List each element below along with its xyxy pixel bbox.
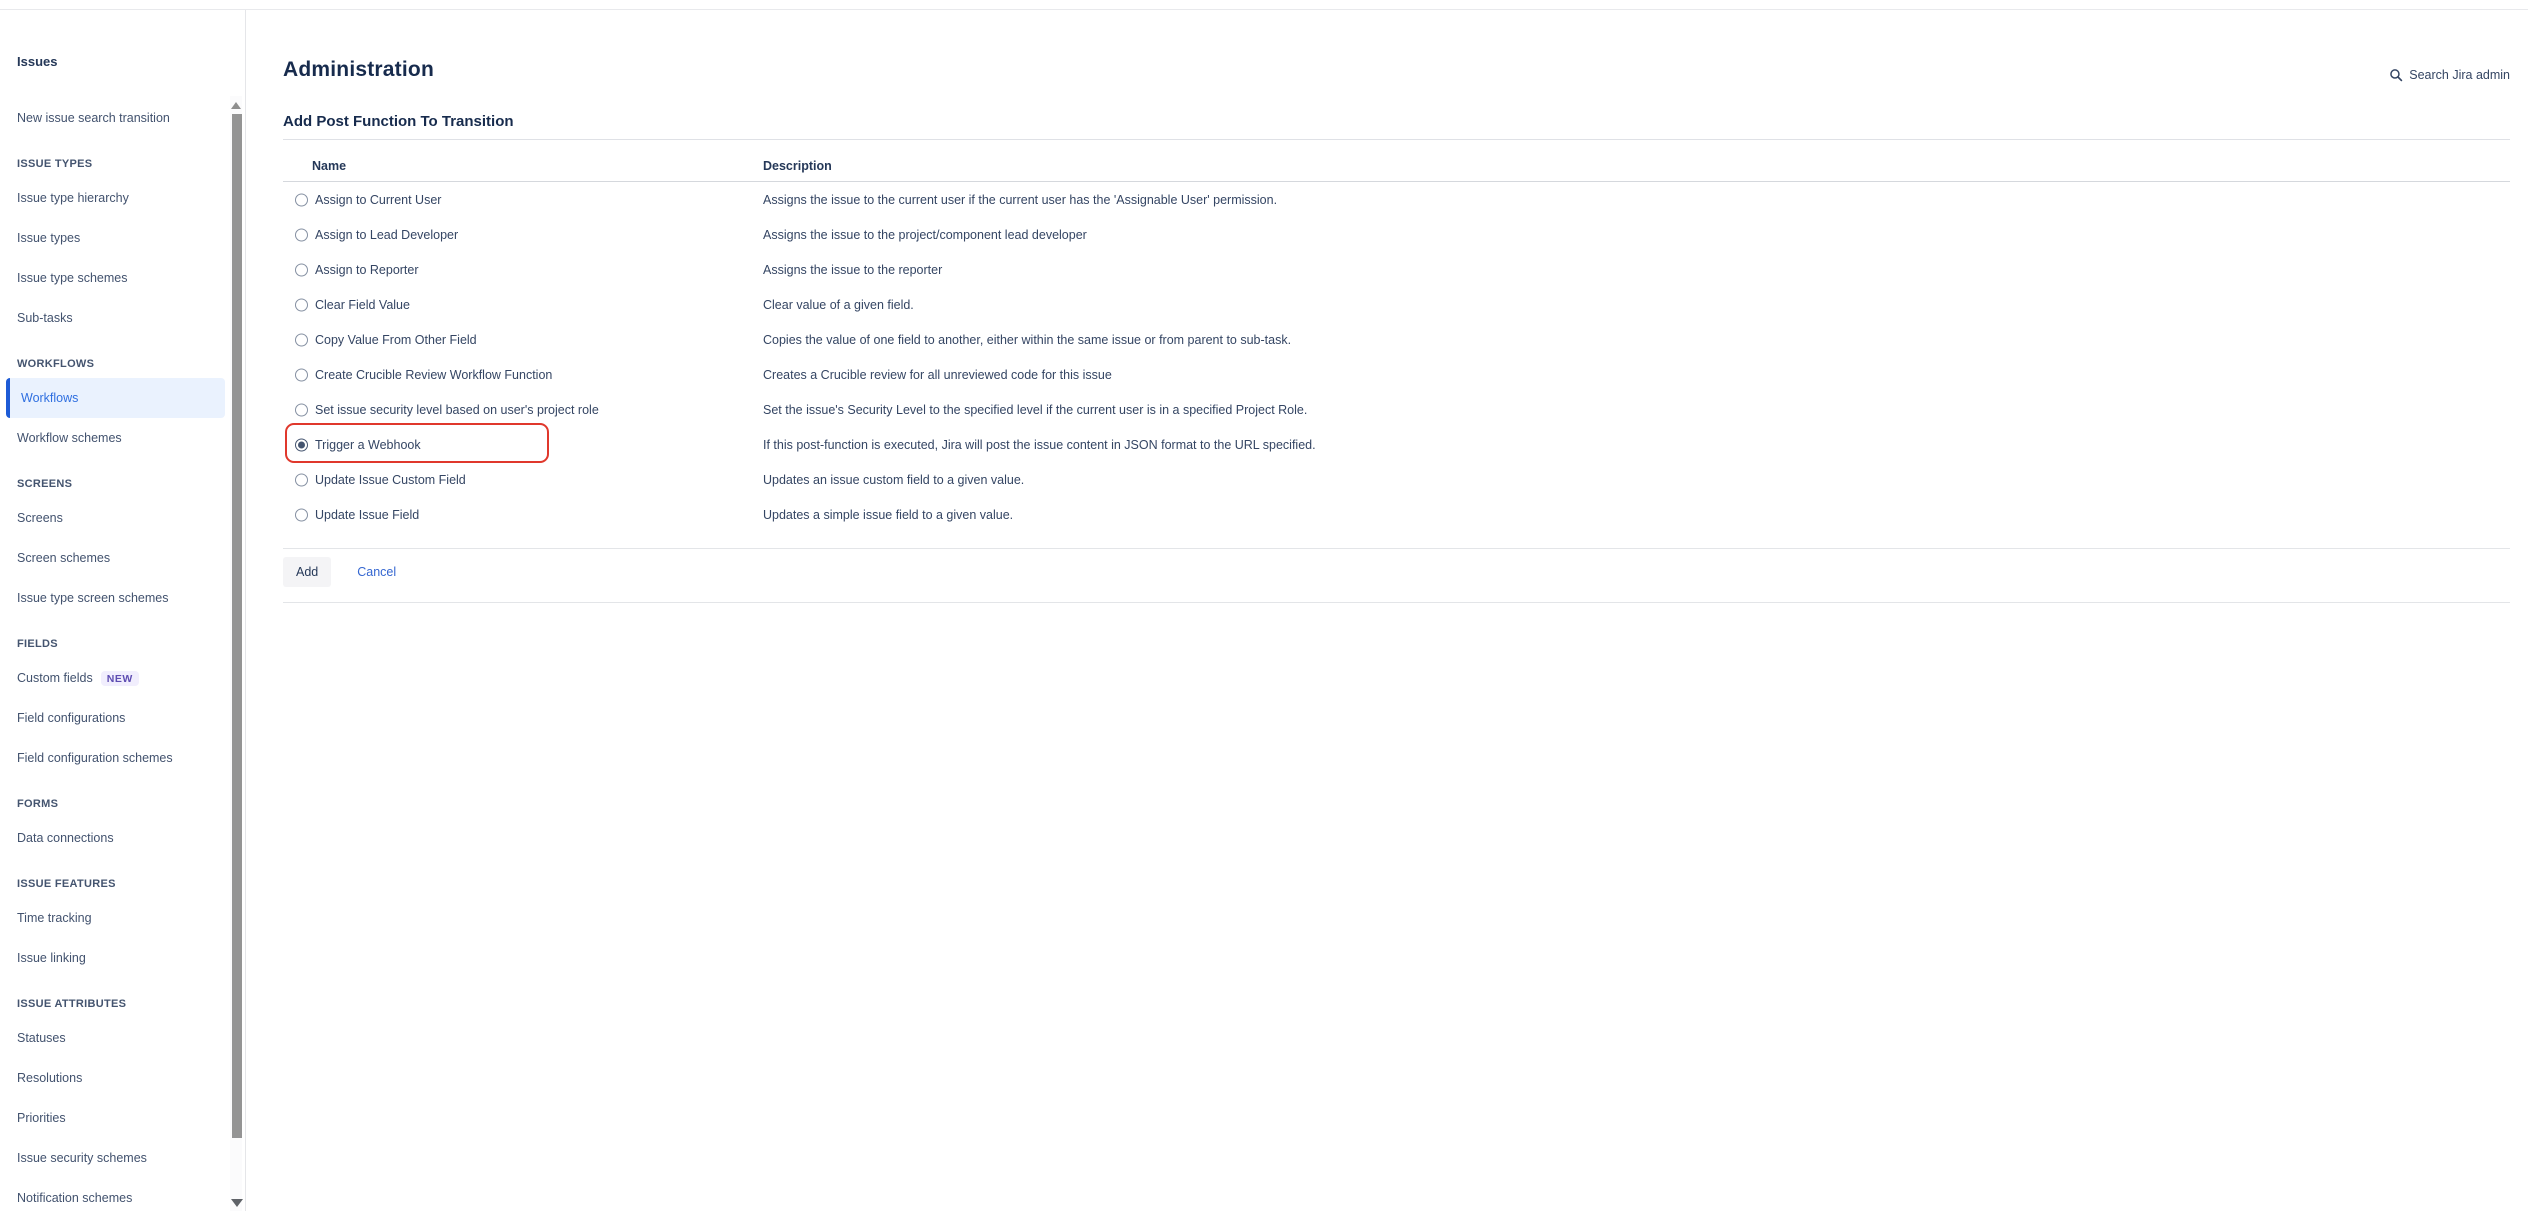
radio-trigger-a-webhook[interactable] <box>295 438 308 451</box>
sidebar-item-label: Issue type screen schemes <box>17 591 169 605</box>
search-jira-admin[interactable] <box>2389 68 2510 82</box>
sidebar-item-label: Notification schemes <box>17 1191 133 1205</box>
row-description: Assigns the issue to the reporter <box>763 262 943 277</box>
sidebar-item-label: Custom fields <box>17 671 93 685</box>
sidebar-item-issue-linking[interactable] <box>0 938 229 978</box>
sidebar-section-issue-types: ISSUE TYPES <box>17 158 93 170</box>
table-row-assign-to-lead-developer <box>283 217 2510 252</box>
row-description: Assigns the issue to the current user if the current user has the 'Assignable User' permission. <box>763 192 1278 207</box>
new-badge: NEW <box>101 671 139 686</box>
sidebar-item-sub-tasks[interactable] <box>0 298 229 338</box>
sidebar-section-screens: SCREENS <box>17 478 73 490</box>
page-title: Administration <box>283 58 434 81</box>
table-row-trigger-a-webhook <box>283 427 2510 462</box>
row-name[interactable]: Create Crucible Review Workflow Function <box>315 367 553 382</box>
sidebar-item-label: Workflow schemes <box>17 431 122 445</box>
sidebar-title: Issues <box>17 54 58 69</box>
table-row-update-issue-custom-field <box>283 462 2510 497</box>
scroll-down-icon[interactable] <box>231 1199 243 1207</box>
sidebar-item-label: Issue types <box>17 231 81 245</box>
cancel-link[interactable]: Cancel <box>357 565 397 579</box>
sidebar-item-label: Resolutions <box>17 1071 83 1085</box>
section-title: Add Post Function To Transition <box>283 113 2510 140</box>
row-description: Updates a simple issue field to a given value. <box>763 507 1014 522</box>
radio-assign-to-current-user[interactable] <box>295 193 308 206</box>
sidebar-nav <box>0 98 229 1211</box>
table-row-update-issue-field <box>283 497 2510 532</box>
row-name[interactable]: Clear Field Value <box>315 297 410 312</box>
row-name[interactable]: Trigger a Webhook <box>315 437 421 452</box>
sidebar-item-custom-fields[interactable] <box>0 658 229 698</box>
row-name[interactable]: Assign to Lead Developer <box>315 227 459 242</box>
sidebar-section-forms: FORMS <box>17 798 59 810</box>
row-description: Assigns the issue to the project/component lead developer <box>763 227 1087 242</box>
sidebar-item-workflows[interactable] <box>6 378 225 418</box>
post-function-table-body <box>283 182 2510 532</box>
sidebar-section-workflows: WORKFLOWS <box>17 358 95 370</box>
radio-assign-to-lead-developer[interactable] <box>295 228 308 241</box>
table-row-assign-to-current-user <box>283 182 2510 217</box>
main-content <box>246 10 2528 1211</box>
post-function-table <box>283 150 2510 549</box>
sidebar-item-label: Screen schemes <box>17 551 111 565</box>
search-icon <box>2389 68 2403 82</box>
row-name[interactable]: Update Issue Custom Field <box>315 472 466 487</box>
sidebar-item-resolutions[interactable] <box>0 1058 229 1098</box>
sidebar-item-label: Issue type hierarchy <box>17 191 129 205</box>
sidebar-item-label: Workflows <box>21 391 79 405</box>
radio-create-crucible-review-workflow-function[interactable] <box>295 368 308 381</box>
table-row-copy-value-from-other-field <box>283 322 2510 357</box>
table-row-set-issue-security-level-based-on-user-s-project-role <box>283 392 2510 427</box>
sidebar-item-new-issue-search-transition[interactable] <box>0 98 229 138</box>
radio-update-issue-field[interactable] <box>295 508 308 521</box>
sidebar-item-label: Issue linking <box>17 951 86 965</box>
sidebar-item-label: Screens <box>17 511 63 525</box>
sidebar-item-label: Field configuration schemes <box>17 751 173 765</box>
sidebar-section-issue-features: ISSUE FEATURES <box>17 878 116 890</box>
radio-copy-value-from-other-field[interactable] <box>295 333 308 346</box>
radio-update-issue-custom-field[interactable] <box>295 473 308 486</box>
search-label: Search Jira admin <box>2409 68 2510 82</box>
row-description: Copies the value of one field to another, either within the same issue or from parent to sub-task. <box>763 332 1292 347</box>
table-header <box>283 150 2510 182</box>
sidebar-item-label: Statuses <box>17 1031 66 1045</box>
radio-clear-field-value[interactable] <box>295 298 308 311</box>
sidebar-item-field-configurations[interactable] <box>0 698 229 738</box>
row-description: If this post-function is executed, Jira will post the issue content in JSON format to the URL specified. <box>763 437 1316 452</box>
sidebar-item-issue-type-screen-schemes[interactable] <box>0 578 229 618</box>
table-row-create-crucible-review-workflow-function <box>283 357 2510 392</box>
row-name[interactable]: Set issue security level based on user's project role <box>315 402 599 417</box>
sidebar-item-label: Time tracking <box>17 911 92 925</box>
sidebar-item-screen-schemes[interactable] <box>0 538 229 578</box>
radio-set-issue-security-level-based-on-user-s-project-role[interactable] <box>295 403 308 416</box>
sidebar-item-priorities[interactable] <box>0 1098 229 1138</box>
sidebar-section-fields: FIELDS <box>17 638 58 650</box>
row-name[interactable]: Assign to Reporter <box>315 262 419 277</box>
sidebar-item-label: Issue type schemes <box>17 271 128 285</box>
form-actions <box>283 557 396 587</box>
column-header-name: Name <box>312 158 347 173</box>
column-header-description: Description <box>763 158 832 173</box>
bottom-divider <box>283 602 2510 603</box>
sidebar-item-issue-type-hierarchy[interactable] <box>0 178 229 218</box>
sidebar-item-screens[interactable] <box>0 498 229 538</box>
sidebar-item-time-tracking[interactable] <box>0 898 229 938</box>
sidebar-item-label: Issue security schemes <box>17 1151 147 1165</box>
radio-assign-to-reporter[interactable] <box>295 263 308 276</box>
sidebar-item-label: Sub-tasks <box>17 311 73 325</box>
row-description: Creates a Crucible review for all unreviewed code for this issue <box>763 367 1112 382</box>
row-description: Updates an issue custom field to a given value. <box>763 472 1025 487</box>
row-description: Set the issue's Security Level to the specified level if the current user is in a specified Project Role. <box>763 402 1308 417</box>
top-border <box>0 0 2528 10</box>
sidebar-item-statuses[interactable] <box>0 1018 229 1058</box>
sidebar-item-label: Data connections <box>17 831 114 845</box>
sidebar-item-issue-security-schemes[interactable] <box>0 1138 229 1178</box>
table-row-assign-to-reporter <box>283 252 2510 287</box>
sidebar-item-workflow-schemes[interactable] <box>0 418 229 458</box>
sidebar-item-label: Priorities <box>17 1111 66 1125</box>
sidebar-item-notification-schemes[interactable] <box>0 1178 229 1211</box>
sidebar-item-issue-types[interactable] <box>0 218 229 258</box>
row-description: Clear value of a given field. <box>763 297 914 312</box>
sidebar-item-label: Field configurations <box>17 711 126 725</box>
row-name[interactable]: Assign to Current User <box>315 192 442 207</box>
table-row-clear-field-value <box>283 287 2510 322</box>
scrollbar-thumb[interactable] <box>232 114 242 1138</box>
admin-sidebar <box>0 10 246 1211</box>
scroll-up-icon[interactable] <box>231 102 241 109</box>
sidebar-item-field-configuration-schemes[interactable] <box>0 738 229 778</box>
add-button[interactable]: Add <box>283 557 331 587</box>
sidebar-item-label: New issue search transition <box>17 111 170 125</box>
sidebar-item-data-connections[interactable] <box>0 818 229 858</box>
row-name[interactable]: Update Issue Field <box>315 507 420 522</box>
row-name[interactable]: Copy Value From Other Field <box>315 332 477 347</box>
sidebar-item-issue-type-schemes[interactable] <box>0 258 229 298</box>
sidebar-section-issue-attributes: ISSUE ATTRIBUTES <box>17 998 127 1010</box>
